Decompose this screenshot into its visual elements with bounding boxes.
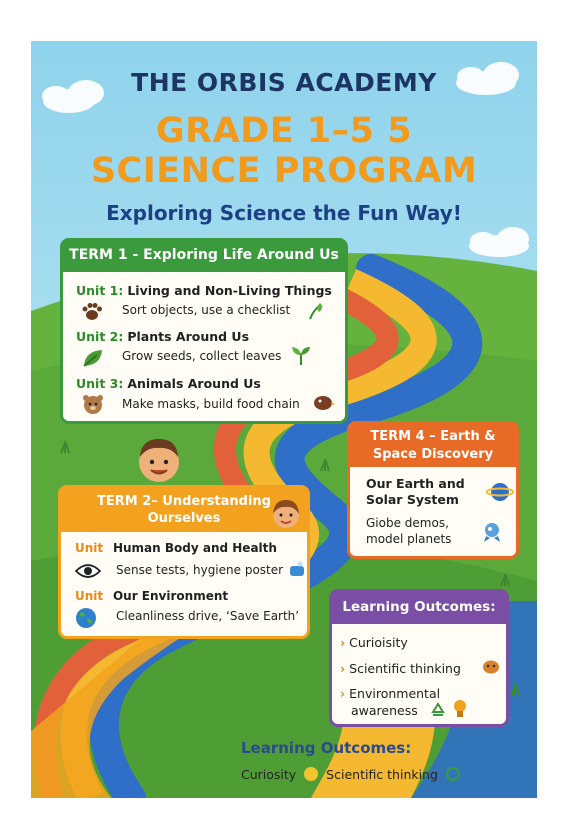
tagline: Exploring Science the Fun Way!: [106, 201, 462, 225]
cloud-icon: [469, 227, 529, 257]
term4-topic-line2: Solar System: [366, 492, 459, 507]
term4-card: [347, 421, 519, 559]
outcome-item: [340, 661, 461, 676]
bottom-outcome-thinking: Scientific thinking: [326, 767, 438, 782]
rocket-icon: [480, 520, 504, 548]
academy-title: THE ORBIS ACADEMY: [131, 68, 437, 97]
paw-icon: [81, 302, 103, 326]
unit-name: Animals Around Us: [127, 376, 261, 391]
term4-topic-line1: Our Earth and: [366, 476, 465, 491]
unit-activity: Cleanliness drive, ‘Save Earth’: [116, 609, 300, 623]
term1-title: TERM 1 - Exploring Life Around Us: [63, 241, 345, 272]
leaf-icon: [81, 347, 105, 373]
program-title-line2: SCIENCE PROGRAM: [90, 151, 478, 191]
term2-card: [58, 485, 310, 639]
unit-code: Unit: [75, 589, 104, 603]
outcome-item-label: awareness: [351, 703, 418, 718]
sprout-icon: [304, 299, 326, 325]
bottom-outcomes-line: [241, 767, 460, 782]
unit-row: [76, 283, 332, 298]
unit-code: Unit 2:: [76, 329, 124, 344]
chevron-icon: ›: [340, 635, 346, 650]
unit-activity: Grow seeds, collect leaves: [122, 349, 282, 363]
unit-activity: Sort objects, use a checklist: [122, 303, 291, 317]
unit-row: [76, 329, 249, 344]
unit-row: [76, 376, 261, 391]
earth-icon: [74, 606, 98, 634]
unit-name: Living and Non-Living Things: [127, 283, 332, 298]
term2-title-line1: TERM 2– Understanding: [97, 494, 271, 509]
learning-outcomes-card: [329, 589, 509, 727]
bottom-outcome-curiosity: Curiosity: [241, 767, 297, 782]
unit-name: Plants Around Us: [127, 329, 250, 344]
brain-icon: [482, 659, 500, 679]
bottom-outcomes-title: Learning Outcomes:: [241, 739, 412, 757]
bird-icon: [311, 391, 335, 417]
term4-title-line1: TERM 4 – Earth &: [370, 429, 496, 444]
soap-icon: [288, 560, 306, 582]
chevron-icon: ›: [340, 661, 346, 676]
outcome-item-label: Environmental: [349, 686, 441, 701]
term2-title-line2: Ourselves: [147, 511, 221, 526]
recycle-icon: [446, 767, 460, 781]
unit-row: [75, 541, 277, 555]
unit-name: Our Environment: [112, 589, 229, 603]
eye-icon: [75, 562, 101, 584]
learning-outcomes-title: Learning Outcomes:: [332, 592, 506, 624]
unit-activity: Make masks, build food chain: [122, 397, 300, 411]
recycle-icon: [429, 702, 447, 724]
unit-code: Unit: [75, 541, 104, 555]
lightbulb-icon: [452, 698, 468, 724]
term4-title-line2: Space Discovery: [372, 447, 494, 462]
boy-face-icon: [131, 433, 187, 491]
program-title-line1: GRADE 1–5 5: [155, 111, 413, 151]
unit-row: [75, 589, 228, 603]
outcome-item: [340, 686, 440, 701]
unit-code: Unit 3:: [76, 376, 124, 391]
term1-card: [60, 238, 348, 424]
planet-icon: [486, 480, 514, 508]
seedling-icon: [289, 343, 313, 371]
animal-mask-icon: [81, 393, 105, 419]
unit-activity: Sense tests, hygiene poster: [116, 563, 284, 577]
outcome-item-label: Curioisity: [349, 635, 408, 650]
term4-activity-line1: Giobe demos,: [366, 516, 449, 530]
smiley-icon: [304, 767, 318, 781]
poster: [31, 41, 537, 798]
unit-name: Human Body and Health: [112, 541, 277, 555]
outcome-item: [340, 635, 408, 650]
term4-title: [350, 424, 516, 467]
outcome-item-label: Scientific thinking: [349, 661, 461, 676]
term4-activity-line2: model planets: [366, 532, 452, 546]
unit-code: Unit 1:: [76, 283, 124, 298]
girl-face-icon: [268, 496, 304, 536]
chevron-icon: ›: [340, 686, 346, 701]
